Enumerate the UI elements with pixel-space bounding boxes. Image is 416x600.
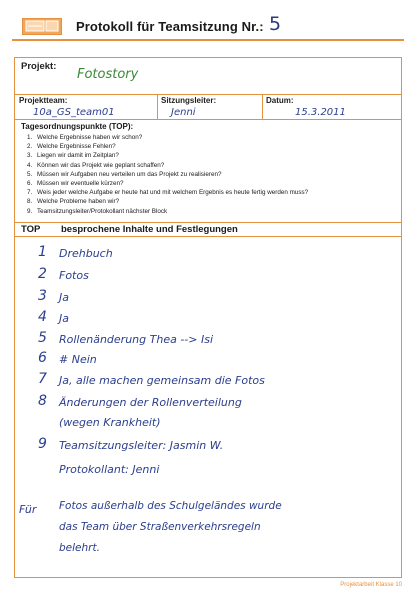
agenda-item: 3. Liegen wir damit im Zeitplan? xyxy=(27,152,119,160)
entry-number: 7 xyxy=(38,371,47,387)
page-title: Protokoll für Teamsitzung Nr.: xyxy=(76,19,264,34)
entry-number: 3 xyxy=(38,288,47,304)
meeting-number: 5 xyxy=(269,13,282,35)
agenda-item: 8. Welche Probleme haben wir? xyxy=(27,198,120,206)
leader-label: Sitzungsleiter: xyxy=(161,96,217,105)
entry-text: Rollenänderung Thea --> Isi xyxy=(59,333,214,346)
divider xyxy=(157,94,158,119)
date-label: Datum: xyxy=(266,96,294,105)
entry-text: Ja xyxy=(59,312,69,325)
entry-number: 4 xyxy=(38,309,47,325)
divider xyxy=(262,94,263,119)
agenda-title: Tagesordnungspunkte (TOP): xyxy=(21,122,134,131)
entry-number: 2 xyxy=(38,266,47,282)
agenda-item: 9. Teamsitzungsleiter/Protokollant nächster Block xyxy=(27,207,168,215)
document-header xyxy=(12,11,404,41)
entry-text: (wegen Krankheit) xyxy=(59,416,161,429)
project-label: Projekt: xyxy=(21,61,57,72)
divider xyxy=(15,94,401,95)
entry-text: Drehbuch xyxy=(59,247,113,260)
date-value: 15.3.2011 xyxy=(295,107,346,118)
team-value: 10a_GS_team01 xyxy=(33,107,115,118)
divider xyxy=(15,119,401,120)
entry-number: 5 xyxy=(38,330,47,346)
project-value: Fotostory xyxy=(77,67,139,82)
protocol-form xyxy=(14,57,402,578)
entry-text: belehrt. xyxy=(59,542,100,554)
agenda-item: 4. Können wir das Projekt wie geplant schaffen? xyxy=(27,161,165,169)
entry-text: Änderungen der Rollenverteilung xyxy=(59,396,242,409)
divider xyxy=(15,222,401,223)
footer-text: Projektarbeit Klasse 10 xyxy=(340,582,402,588)
entry-text: Fotos xyxy=(59,269,89,282)
agenda-item: 7. Weis jeder welche Aufgabe er heute hat und mit welchem Ergebnis es heute fertig werden muss? xyxy=(27,189,309,197)
entry-text: Protokollant: Jenni xyxy=(59,463,160,476)
entry-text: # Nein xyxy=(59,353,97,366)
entry-text: Ja xyxy=(59,291,69,304)
team-label: Projektteam: xyxy=(19,96,68,105)
entry-number: Für xyxy=(19,503,37,516)
agenda-list xyxy=(21,122,391,216)
agenda-item: 6. Müssen wir eventuelle kürzen? xyxy=(27,180,124,188)
entry-text: Teamsitzungsleiter: Jasmin W. xyxy=(59,439,224,452)
entry-number: 1 xyxy=(38,244,47,260)
logo-icon xyxy=(22,18,62,35)
agenda-item: 1. Welche Ergebnisse haben wir schon? xyxy=(27,134,143,141)
entry-text: Fotos außerhalb des Schulgeländes wurde xyxy=(59,500,282,512)
entry-text: Ja, alle machen gemeinsam die Fotos xyxy=(59,374,265,387)
agenda-item: 2. Welche Ergebnisse Fehlen? xyxy=(27,143,116,151)
top-column-header: TOP xyxy=(21,224,41,235)
content-column-header: besprochene Inhalte und Festlegungen xyxy=(61,224,238,235)
entry-text: das Team über Straßenverkehrsregeln xyxy=(59,521,261,533)
divider xyxy=(15,236,401,237)
agenda-item: 5. Müssen wir Aufgaben neu verteilen um das Projekt zu realisieren? xyxy=(27,170,222,178)
entry-number: 6 xyxy=(38,350,47,366)
entry-number: 9 xyxy=(38,436,47,452)
entry-number: 8 xyxy=(38,393,47,409)
leader-value: Jenni xyxy=(171,107,196,118)
